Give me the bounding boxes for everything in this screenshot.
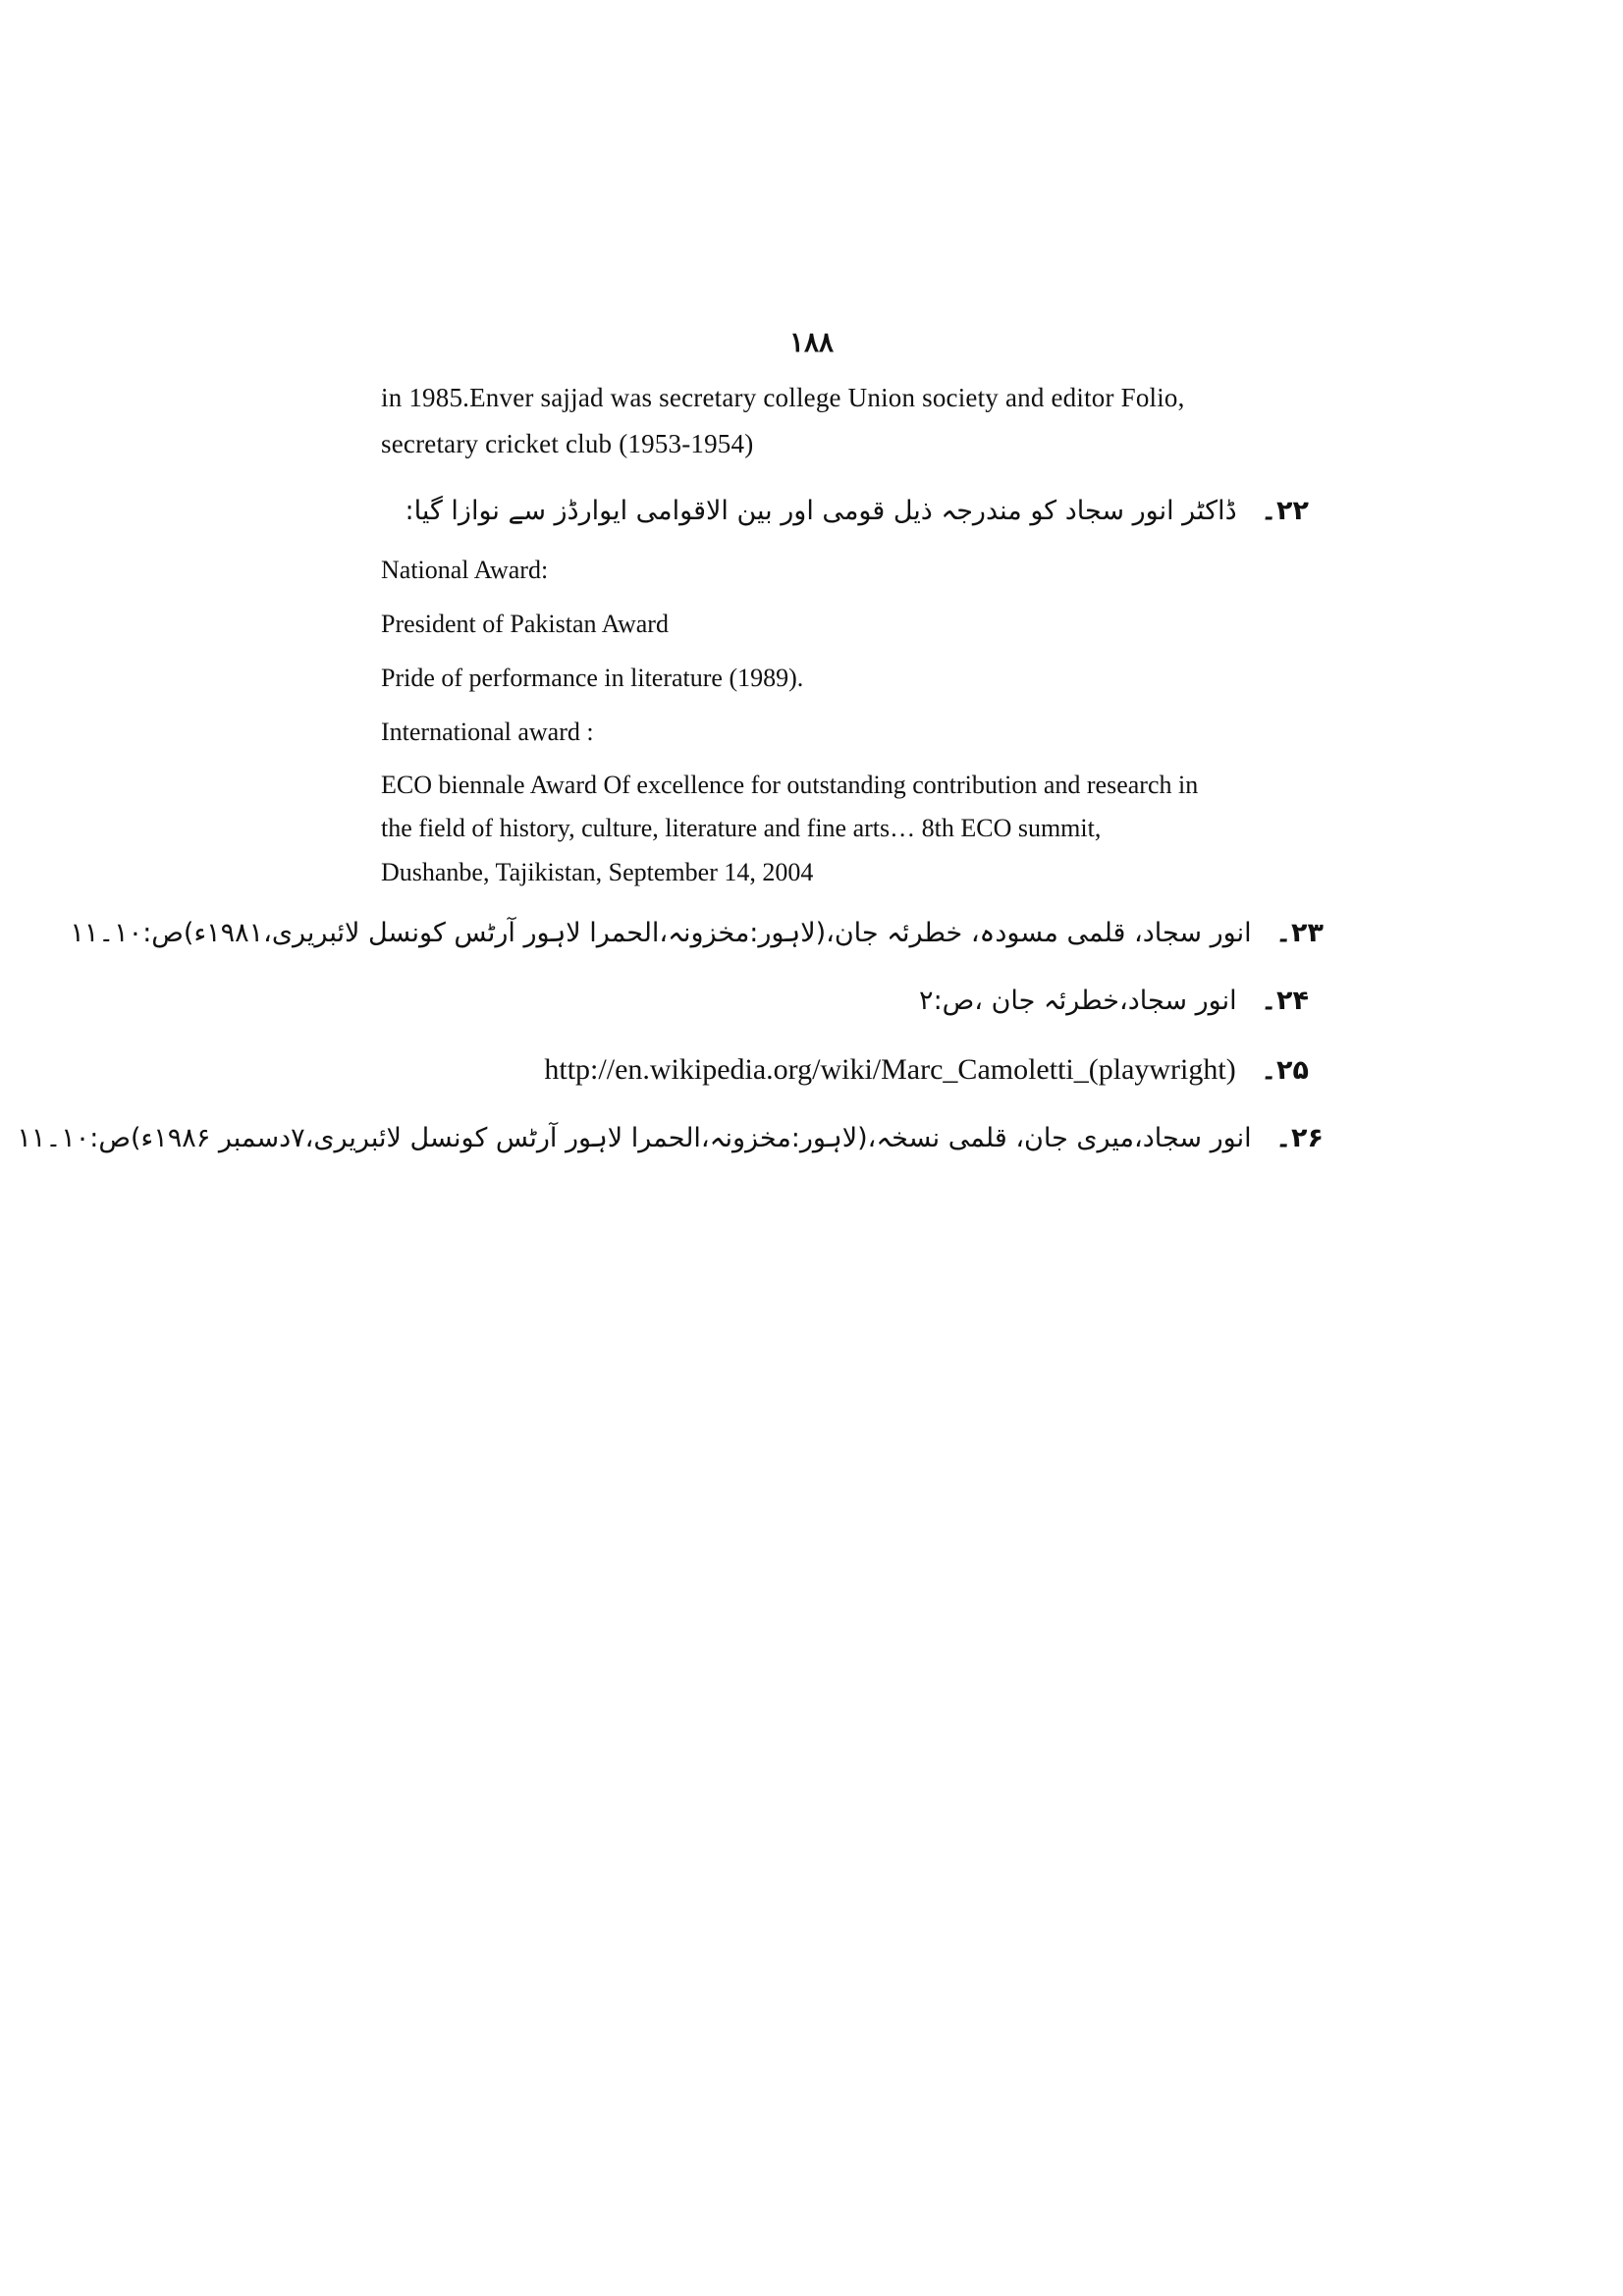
footnote-26	[17, 1117, 1324, 1160]
footnote-number: ۲۴۔	[1261, 986, 1309, 1016]
footnote-text: انور سجاد، قلمی مسودہ، خطرئہ جان،(لاہور:مخزونہ،الحمرا لاہور آرٹس کونسل لائبریری،۱۹۸۱ء)ص:۱۰۔۱۱	[70, 918, 1252, 948]
footnote-number: ۲۶۔	[1275, 1123, 1324, 1153]
footnote-text: ڈاکٹر انور سجاد کو مندرجہ ذیل قومی اور بین الاقوامی ایوارڈز سے نوازا گیا:	[405, 496, 1237, 526]
international-award-line: ECO biennale Award Of excellence for outstanding contribution and research in	[381, 771, 1199, 799]
footnote-number: ۲۵۔	[1261, 1055, 1309, 1086]
international-award-heading: International award :	[381, 718, 594, 746]
footnote-link[interactable]: http://en.wikipedia.org/wiki/Marc_Camoletti_(playwright)	[544, 1053, 1236, 1086]
footnote-25	[544, 1048, 1309, 1093]
national-award-item: President of Pakistan Award	[381, 610, 669, 638]
footnote-number: ۲۲۔	[1261, 496, 1309, 526]
national-award-item: Pride of performance in literature (1989).	[381, 664, 804, 692]
footnote-text: انور سجاد،خطرئہ جان ،ص:۲	[919, 986, 1237, 1016]
footnote-23	[70, 912, 1324, 955]
page-number: ۱۸۸	[788, 326, 835, 358]
intro-line-2: secretary cricket club (1953-1954)	[381, 429, 754, 458]
international-award-line: the field of history, culture, literature and fine arts… 8th ECO summit,	[381, 814, 1102, 842]
footnote-text: انور سجاد،میری جان، قلمی نسخہ،(لاہور:مخزونہ،الحمرا لاہور آرٹس کونسل لائبریری،۷دسمبر ۱۹۸۶ء)ص:۱۰۔۱۱	[17, 1123, 1252, 1153]
intro-line-1: in 1985.Enver sajjad was secretary college Union society and editor Folio,	[381, 383, 1185, 412]
international-award-line: Dushanbe, Tajikistan, September 14, 2004	[381, 858, 814, 886]
footnote-22	[406, 490, 1310, 533]
national-award-heading: National Award:	[381, 556, 549, 584]
footnote-24	[919, 980, 1309, 1023]
footnote-number: ۲۳۔	[1275, 918, 1324, 948]
